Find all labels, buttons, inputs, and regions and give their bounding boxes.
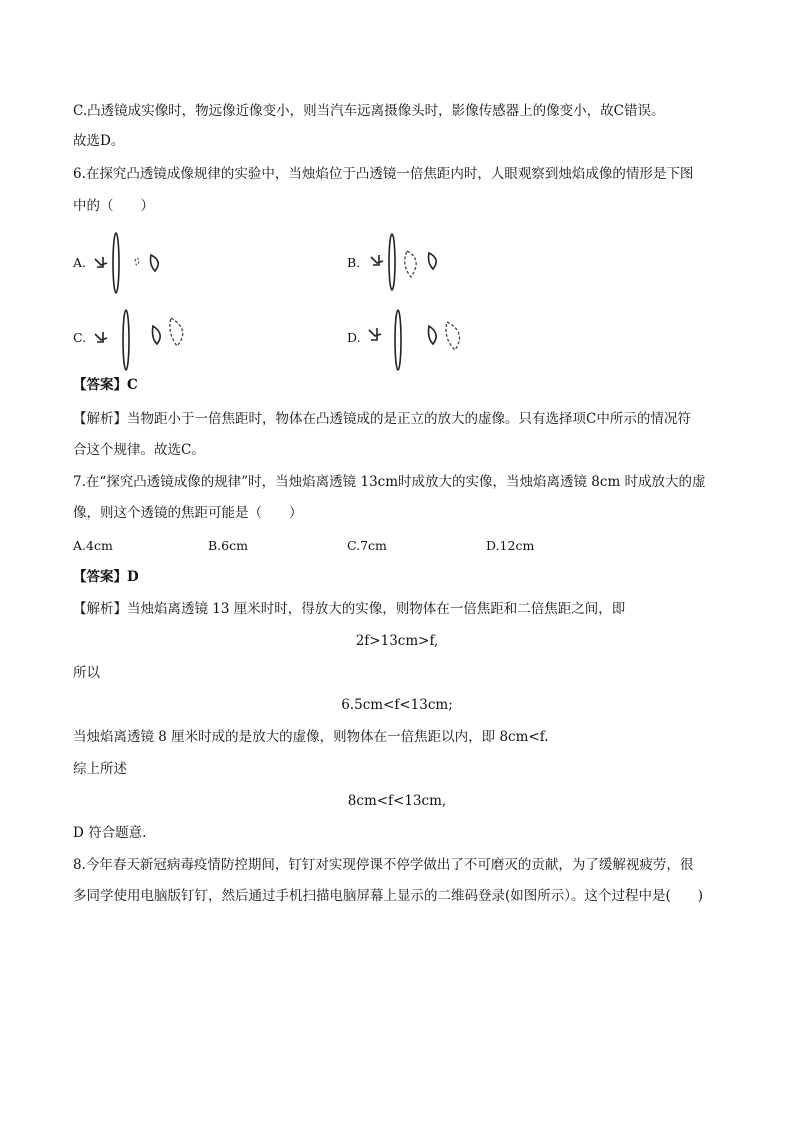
- q6-stem-line-2: 中的（ ）: [73, 198, 154, 214]
- q8-stem-line-1: 8.今年春天新冠病毒疫情防控期间，钉钉对实现停课不停学做出了不可磨灭的贡献，为了缓解视疲劳，很: [73, 857, 694, 873]
- q7-option-d[interactable]: D.12cm: [486, 538, 535, 553]
- q6-option-b-figure[interactable]: [347, 235, 487, 295]
- q7-so: 所以: [73, 665, 100, 681]
- q6-option-d-label: D.: [347, 330, 361, 345]
- q7-analysis-line-2: 当烛焰离透镜 8 厘米时成的是放大的虚像，则物体在一倍焦距以内，即 8cm<f.: [73, 729, 549, 745]
- q7-formula-3: 8cm<f<13cm,: [347, 793, 447, 809]
- q8-stem-line-2: 多同学使用电脑版钉钉，然后通过手机扫描电脑屏幕上显示的二维码登录(如图所示）。这个过程中是( ): [73, 888, 704, 904]
- q7-summary: 综上所述: [73, 761, 127, 777]
- q6-analysis-line-2: 合这个规律。故选C。: [73, 442, 205, 458]
- q6-answer: 【答案】C: [73, 377, 138, 393]
- q7-conclusion: D 符合题意.: [73, 825, 147, 841]
- q6-option-d-figure[interactable]: [347, 310, 487, 370]
- q6-option-b-label: B.: [347, 255, 361, 270]
- q6-stem-line-1: 6.在探究凸透镜成像规律的实验中，当烛焰位于凸透镜一倍焦距内时，人眼观察到烛焰成像的情形是下图: [73, 166, 694, 182]
- candle-lens-diagram-d: [347, 310, 487, 370]
- q7-formula-1: 2f>13cm>f,: [355, 633, 439, 649]
- q7-answer: 【答案】D: [73, 569, 139, 585]
- q7-stem-line-1: 7.在“探究凸透镜成像的规律”时，当烛焰离透镜 13cm时成放大的实像，当烛焰离透镜 8cm 时成放大的虚: [73, 474, 706, 490]
- candle-lens-diagram-c: [73, 310, 213, 370]
- q6-option-c-figure[interactable]: [73, 310, 213, 370]
- q7-formula-2: 6.5cm<f<13cm;: [341, 697, 453, 713]
- q6-option-a-figure[interactable]: [73, 235, 213, 295]
- q7-stem-line-2: 像，则这个透镜的焦距可能是（ ）: [73, 505, 303, 521]
- q6-option-c-label: C.: [73, 330, 87, 345]
- q6-option-a-label: A.: [73, 255, 87, 270]
- q5-option-c-explanation: C.凸透镜成实像时，物远像近像变小，则当汽车远离摄像头时，影像传感器上的像变小，故C错误。: [73, 103, 665, 119]
- q7-option-a[interactable]: A.4cm: [73, 538, 113, 553]
- q5-choice: 故选D。: [73, 133, 125, 149]
- q7-analysis-line-1: 【解析】当烛焰离透镜 13 厘米时时，得放大的实像，则物体在一倍焦距和二倍焦距之间，即: [73, 601, 626, 617]
- candle-lens-diagram-a: [73, 235, 213, 295]
- q7-option-c[interactable]: C.7cm: [347, 538, 387, 553]
- candle-lens-diagram-b: [347, 235, 487, 295]
- q7-option-b[interactable]: B.6cm: [208, 538, 248, 553]
- q6-analysis-line-1: 【解析】当物距小于一倍焦距时，物体在凸透镜成的是正立的放大的虚像。只有选择项C中所示的情况符: [73, 411, 691, 427]
